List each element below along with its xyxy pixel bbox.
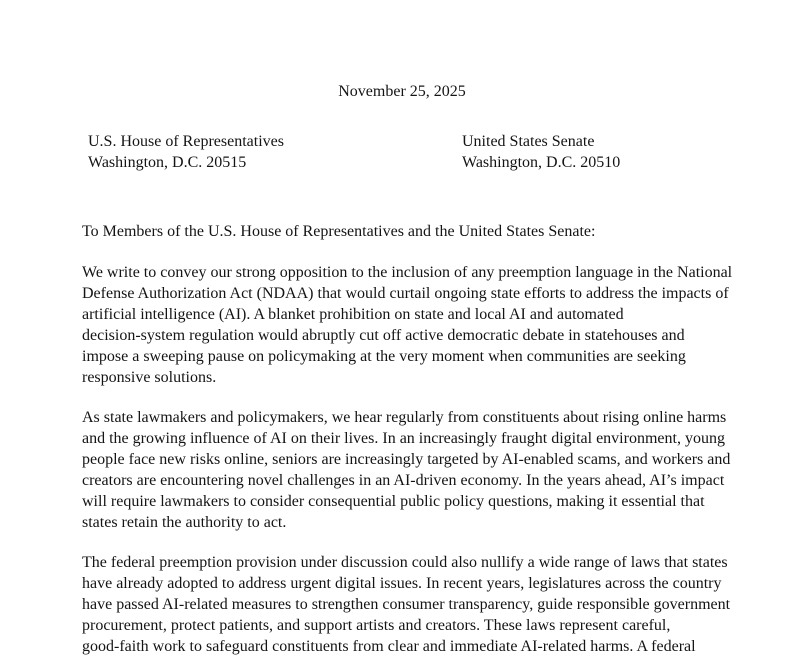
text-line: artificial intelligence (AI). A blanket prohibition on state and local AI and automated [82, 306, 624, 323]
recipient-house-name: U.S. House of Representatives [88, 133, 284, 150]
text-line: The federal preemption provision under discussion could also nullify a wide range of laws that states [82, 554, 728, 571]
letter-date: November 25, 2025 [338, 83, 466, 100]
text-line: Defense Authorization Act (NDAA) that would curtail ongoing state efforts to address the impacts of [82, 285, 729, 302]
text-line: good-faith work to safeguard constituents from clear and immediate AI-related harms. A federal [82, 638, 696, 655]
recipient-house-block [88, 131, 462, 173]
recipient-senate-name: United States Senate [462, 133, 595, 150]
text-line: have passed AI-related measures to strengthen consumer transparency, guide responsible government [82, 596, 731, 613]
text-line: states retain the authority to act. [82, 514, 287, 531]
recipient-addresses [88, 131, 722, 173]
recipient-senate-address: Washington, D.C. 20510 [462, 154, 621, 171]
paragraph [82, 552, 731, 655]
text-line: have already adopted to address urgent digital issues. In recent years, legislatures across the country [82, 575, 722, 592]
letter-body [82, 262, 733, 655]
salutation: To Members of the U.S. House of Representatives and the United States Senate: [82, 223, 596, 240]
text-line: will require lawmakers to consider consequential public policy questions, making it essential that [82, 493, 705, 510]
text-line: impose a sweeping pause on policymaking at the very moment when communities are seeking [82, 348, 686, 365]
text-line: responsive solutions. [82, 369, 217, 386]
paragraph [82, 262, 733, 388]
text-line: decision-system regulation would abruptly cut off active democratic debate in statehouses and [82, 327, 685, 344]
paragraph [82, 407, 731, 533]
recipient-senate-block [462, 131, 620, 173]
text-line: creators are encountering novel challenges in an AI-driven economy. In the years ahead, AI’s impact [82, 472, 725, 489]
text-line: As state lawmakers and policymakers, we hear regularly from constituents about rising online harms [82, 409, 727, 426]
text-line: We write to convey our strong opposition to the inclusion of any preemption language in the National [82, 264, 733, 281]
text-line: procurement, protect patients, and support artists and creators. These laws represent careful, [82, 617, 671, 634]
text-line: people face new risks online, seniors are increasingly targeted by AI-enabled scams, and workers and [82, 451, 731, 468]
recipient-house-address: Washington, D.C. 20515 [88, 154, 247, 171]
text-line: and the growing influence of AI on their lives. In an increasingly fraught digital environment, young [82, 430, 725, 447]
